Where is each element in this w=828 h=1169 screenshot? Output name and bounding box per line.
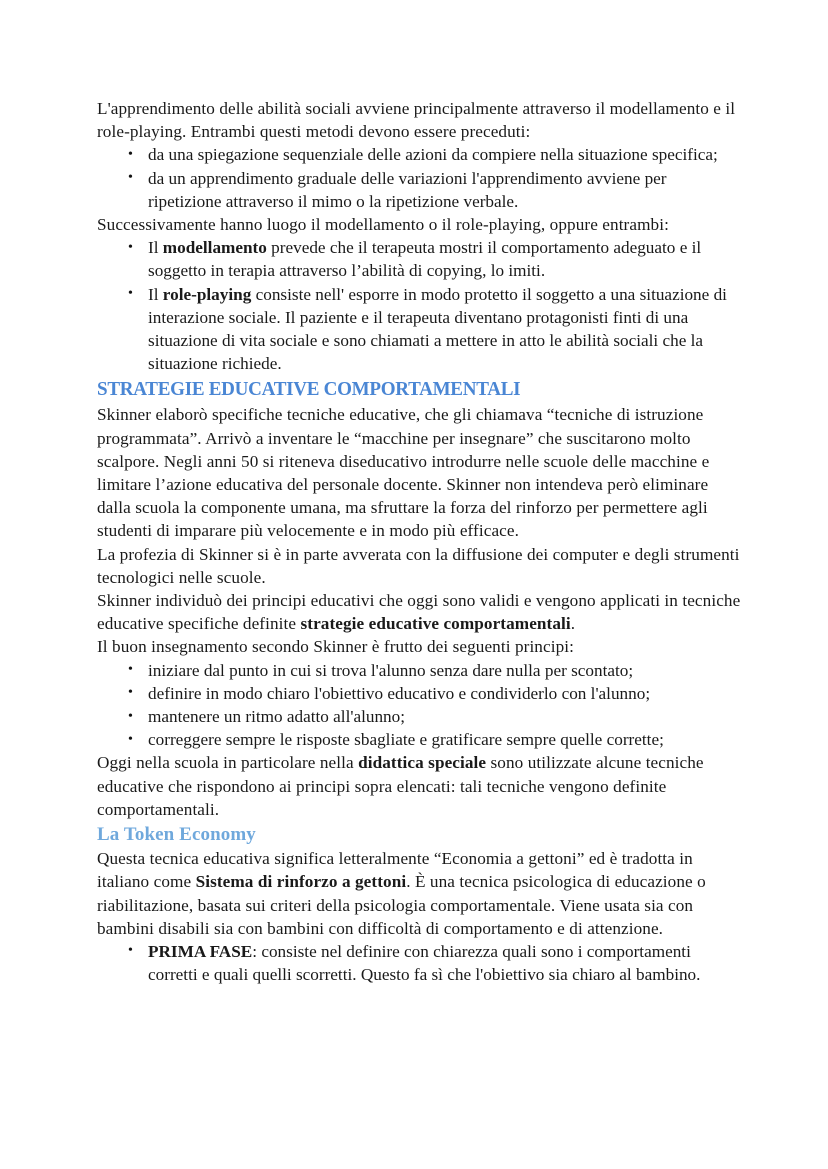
list-item: • definire in modo chiaro l'obiettivo educativo e condividerlo con l'alunno; xyxy=(97,682,741,705)
list-item: • mantenere un ritmo adatto all'alunno; xyxy=(97,705,741,728)
list-item-rest: consiste nell' esporre in modo protetto il soggetto a una situazione di interazione sociale. Il paziente e il terapeuta diventano protagonisti finti di una situazione di vita sociale e sono chiamati a mettere in atto le abilità sociali che la situazione richiede. xyxy=(148,284,727,374)
intro-bullet-list xyxy=(97,143,741,213)
list-item-bold-term: modellamento xyxy=(162,238,267,258)
skinner-paragraph-2: La profezia di Skinner si è in parte avverata con la diffusione dei computer e degli strumenti tecnologici nelle scuole. xyxy=(97,544,740,587)
paragraph-bold-term: strategie educative comportamentali xyxy=(300,614,571,634)
list-item-lead: Il xyxy=(148,284,163,304)
paragraph-rest: . È una tecnica psicologica di educazione o riabilitazione, basata sui criteri della psicologia comportamentale. Viene usata sia con bambini disabili sia con bambini con difficoltà di comportamento e di attenzione. xyxy=(97,872,706,938)
token-economy-paragraph xyxy=(97,847,741,940)
list-item-bold-term: role-playing xyxy=(162,284,252,304)
paragraph-lead: Oggi nella scuola in particolare nella xyxy=(97,753,359,773)
successivamente-paragraph: Successivamente hanno luogo il modellamento o il role-playing, oppure entrambi: xyxy=(97,215,669,235)
list-item xyxy=(97,940,741,986)
list-item: • iniziare dal punto in cui si trova l'alunno senza dare nulla per scontato; xyxy=(97,659,741,682)
section-heading: STRATEGIE EDUCATIVE COMPORTAMENTALI xyxy=(97,378,521,401)
phase-bullet-list xyxy=(97,940,741,986)
list-item-rest: prevede che il terapeuta mostri il comportamento adeguato e il soggetto in terapia attraverso l’abilità di copying, lo imiti. xyxy=(148,238,702,281)
skinner-paragraph-3 xyxy=(97,589,741,635)
principles-bullet-list xyxy=(97,659,741,752)
principles-intro-paragraph: Il buon insegnamento secondo Skinner è frutto dei seguenti principi: xyxy=(97,637,574,657)
paragraph-lead: Questa tecnica educativa significa letteralmente “Economia a gettoni” ed è tradotta in italiano come xyxy=(97,849,693,892)
sub-heading: La Token Economy xyxy=(97,824,256,846)
list-item: • da un apprendimento graduale delle variazioni l'apprendimento avviene per ripetizione attraverso il mimo o la ripetizione verbale. xyxy=(97,167,741,213)
paragraph-lead: Skinner individuò dei principi educativi che oggi sono validi e vengono applicati in tecniche educative specifiche definite xyxy=(97,591,741,634)
list-item xyxy=(97,236,741,282)
paragraph-bold-term: Sistema di rinforzo a gettoni xyxy=(195,872,407,892)
list-item: • correggere sempre le risposte sbagliate e gratificare sempre quelle corrette; xyxy=(97,728,741,751)
list-item xyxy=(97,283,741,376)
list-item-lead: Il xyxy=(148,238,163,258)
document-content xyxy=(97,97,741,986)
didattica-paragraph xyxy=(97,751,741,821)
paragraph-rest: . xyxy=(570,614,576,634)
method-bullet-list xyxy=(97,236,741,375)
paragraph-bold-term: didattica speciale xyxy=(358,753,487,773)
list-item-bold-term: PRIMA FASE xyxy=(148,941,253,961)
intro-paragraph: L'apprendimento delle abilità sociali avviene principalmente attraverso il modellamento e il role-playing. Entrambi questi metodi devono essere preceduti: xyxy=(97,99,736,142)
list-item-rest: : consiste nel definire con chiarezza quali sono i comportamenti corretti e quali quelli scorretti. Questo fa sì che l'obiettivo sia chiaro al bambino. xyxy=(148,941,701,985)
paragraph-rest: sono utilizzate alcune tecniche educative che rispondono ai principi sopra elencati: tali tecniche vengono definite comportamentali. xyxy=(97,753,704,819)
skinner-paragraph-1: Skinner elaborò specifiche tecniche educative, che gli chiamava “tecniche di istruzione programmata”. Arrivò a inventare le “macchine per insegnare” che suscitarono molto scalpore. Negli anni 50 si riteneva diseducativo introdurre nelle scuole delle macchine e limitare l’azione educativa del personale docente. Skinner non intendeva però eliminare dalla scuola la componente umana, ma sfruttare la forza del rinforzo per permettere agli studenti di imparare più velocemente e in modo più efficace. xyxy=(97,405,710,541)
list-item: • da una spiegazione sequenziale delle azioni da compiere nella situazione specifica; xyxy=(97,143,741,166)
